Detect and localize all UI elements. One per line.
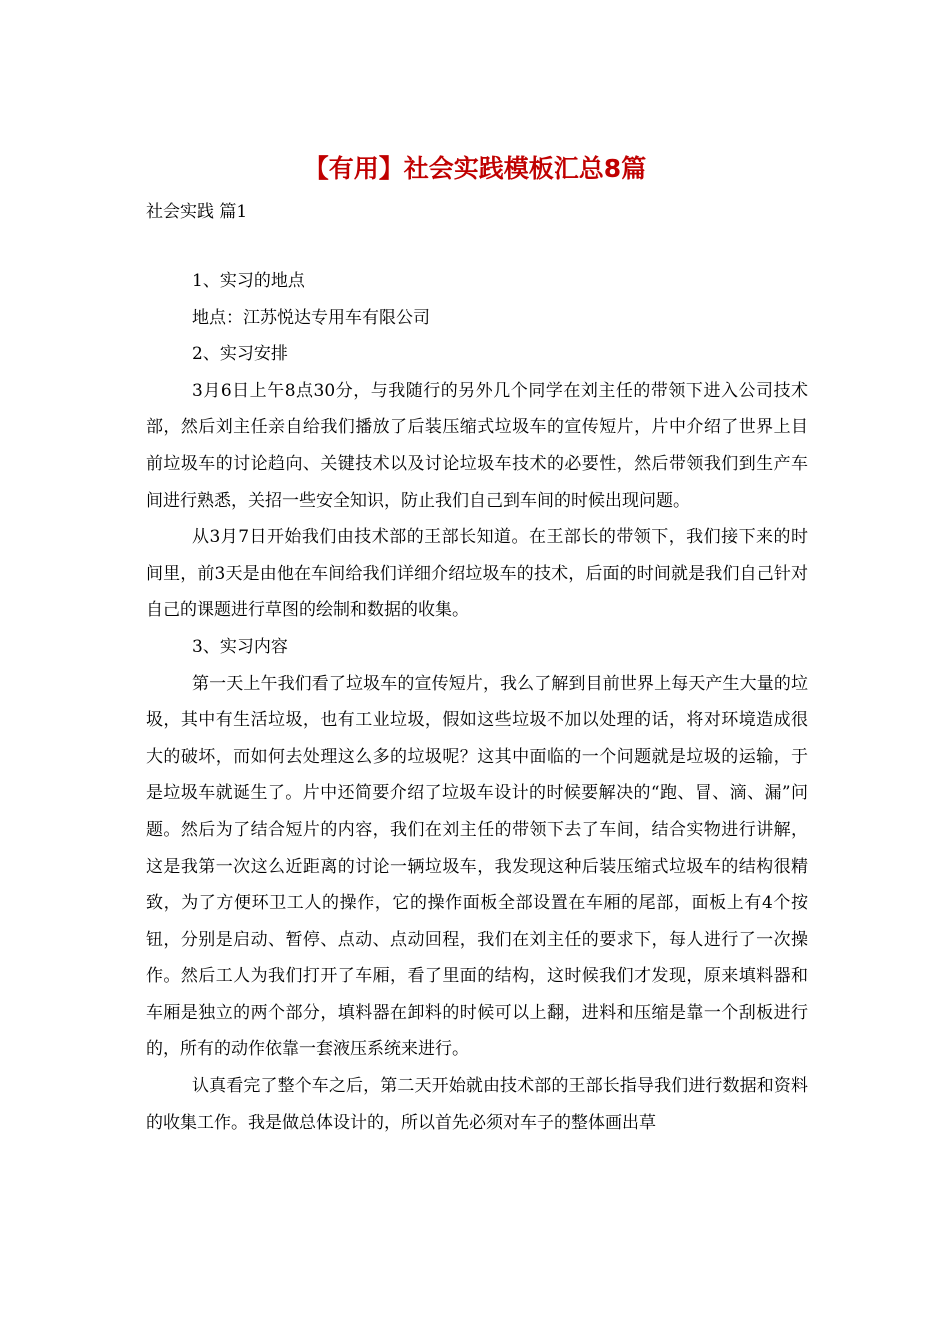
document-body: [146, 263, 808, 1141]
section-heading: 社会实践 篇1: [146, 202, 248, 222]
paragraph-schedule-day1: 3月6日上午8点30分，与我随行的另外几个同学在刘主任的带领下进入公司技术部，然后刘主任亲自给我们播放了后装压缩式垃圾车的宣传短片，片中介绍了世界上目前垃圾车的讨论趋向、关键技术以及讨论垃圾车技术的必要性，然后带领我们到生产车间进行熟悉，关招一些安全知识，防止我们自己到车间的时候出现问题。: [146, 380, 808, 511]
paragraph-content-heading: 3、实习内容: [192, 636, 288, 657]
paragraph-content-first-day: 第一天上午我们看了垃圾车的宣传短片，我么了解到目前世界上每天产生大量的垃圾，其中有生活垃圾，也有工业垃圾，假如这些垃圾不加以处理的话，将对环境造成很大的破坏，而如何去处理这么多的垃圾呢？这其中面临的一个问题就是垃圾的运输，于是垃圾车就诞生了。片中还简要介绍了垃圾车设计的时候要解决的“跑、冒、滴、漏”问题。然后为了结合短片的内容，我们在刘主任的带领下去了车间，结合实物进行讲解，这是我第一次这么近距离的讨论一辆垃圾车，我发现这种后装压缩式垃圾车的结构很精致，为了方便环卫工人的操作，它的操作面板全部设置在车厢的尾部，面板上有4个按钮，分别是启动、暂停、点动、点动回程，我们在刘主任的要求下，每人进行了一次操作。然后工人为我们打开了车厢，看了里面的结构，这时候我们才发现，原来填料器和车厢是独立的两个部分，填料器在卸料的时候可以上翻，进料和压缩是靠一个刮板进行的，所有的动作依靠一套液压系统来进行。: [146, 673, 808, 1060]
paragraph-schedule-day2: 从3月7日开始我们由技术部的王部长知道。在王部长的带领下，我们接下来的时间里，前3天是由他在车间给我们详细介绍垃圾车的技术，后面的时间就是我们自己针对自己的课题进行草图的绘制和数据的收集。: [146, 527, 808, 621]
page-title: 【有用】社会实践模板汇总8篇: [303, 154, 647, 183]
paragraph-schedule-heading: 2、实习安排: [192, 344, 288, 365]
paragraph-location: 地点：江苏悦达专用车有限公司: [192, 307, 430, 328]
paragraph-content-second-day: 认真看完了整个车之后，第二天开始就由技术部的王部长指导我们进行数据和资料的收集工作。我是做总体设计的，所以首先必须对车子的整体画出草: [146, 1076, 808, 1133]
paragraph-location-heading: 1、实习的地点: [192, 271, 305, 291]
